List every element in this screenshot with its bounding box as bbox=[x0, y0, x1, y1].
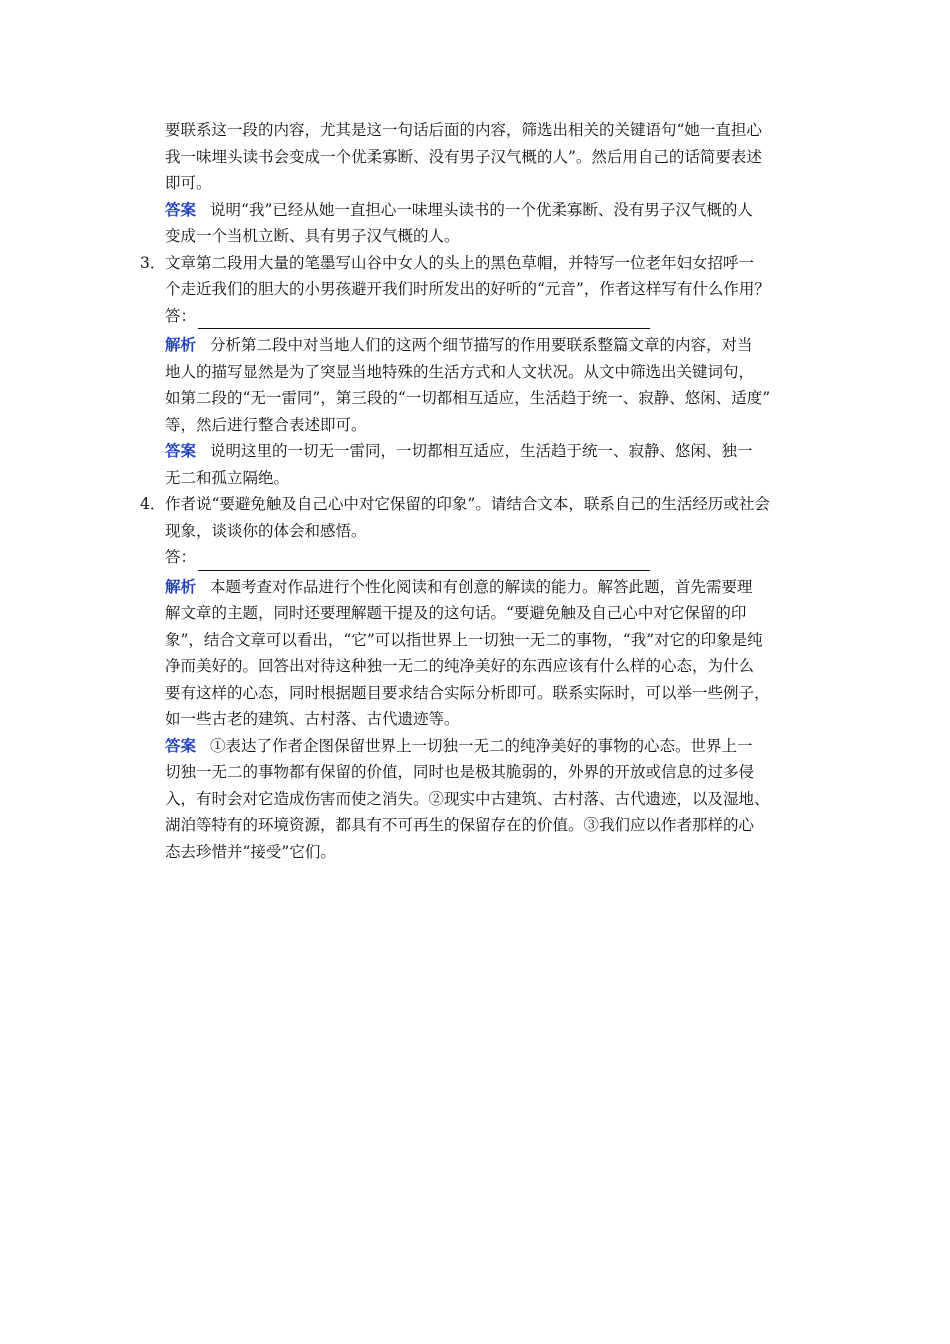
q3-analysis-line: 地人的描写显然是为了突显当地特殊的生活方式和人文状况。从文中筛选出关键词句， bbox=[165, 362, 755, 381]
analysis-tag: 解析 bbox=[165, 576, 197, 596]
q4-answer-line: ①表达了作者企图保留世界上一切独一无二的纯净美好的事物的心态。世界上一 bbox=[210, 736, 753, 755]
q4-analysis-line: 象”，结合文章可以看出，“它”可以指世界上一切独一无二的事物，“我”对它的印象是纯 bbox=[165, 630, 763, 649]
answer-prompt: 答： bbox=[165, 306, 197, 325]
document-page bbox=[140, 117, 820, 865]
q4-answer-line: 切独一无二的事物都有保留的价值，同时也是极其脆弱的，外界的开放或信息的过多侵 bbox=[165, 763, 755, 781]
q4-analysis-line: 如一些古老的建筑、古村落、古代遗迹等。 bbox=[165, 710, 460, 728]
q4-answer-line: 态去珍惜并“接受”它们。 bbox=[165, 842, 336, 861]
question-4 bbox=[140, 491, 820, 865]
q2-analysis-line: 我一味埋头读书会变成一个优柔寡断、没有男子汉气概的人”。然后用自己的话简要表述 bbox=[165, 147, 762, 166]
analysis-tag: 解析 bbox=[165, 335, 197, 354]
question-3 bbox=[140, 250, 820, 492]
q2-analysis bbox=[140, 117, 820, 197]
q3-answer-line: 说明这里的一切无一雷同，一切都相互适应，生活趋于统一、寂静、悠闲、独一 bbox=[210, 442, 753, 460]
q4-analysis-line: 净而美好的。回答出对待这种独一无二的纯净美好的东西应该有什么样的心态，为什么 bbox=[165, 657, 755, 675]
q4-answer-field[interactable] bbox=[140, 544, 820, 571]
q4-answer bbox=[140, 733, 820, 866]
q3-answer-line: 无二和孤立隔绝。 bbox=[165, 468, 290, 487]
q3-analysis-line: 分析第二段中对当地人们的这两个细节描写的作用要联系整篇文章的内容，对当 bbox=[210, 336, 753, 354]
q4-analysis bbox=[140, 574, 820, 733]
q3-analysis-line: 如第二段的“无一雷同”，第三段的“一切都相互适应，生活趋于统一、寂静、悠闲、适度” bbox=[165, 389, 771, 407]
q4-answer-line: 入，有时会对它造成伤害而使之消失。②现实中古建筑、古村落、古代遗迹，以及湿地、 bbox=[165, 789, 770, 808]
q3-question-line: 文章第二段用大量的笔墨写山谷中女人的头上的黑色草帽，并特写一位老年妇女招呼一 bbox=[165, 253, 755, 272]
q4-analysis-line: 要有这样的心态，同时根据题目要求结合实际分析即可。联系实际时，可以举一些例子， bbox=[165, 683, 770, 702]
q2-answer-line: 变成一个当机立断、具有男子汉气概的人。 bbox=[165, 227, 460, 245]
answer-tag: 答案 bbox=[165, 441, 197, 460]
q4-answer-line: 湖泊等特有的环境资源，都具有不可再生的保留存在的价值。③我们应以作者那样的心 bbox=[165, 816, 755, 834]
q3-analysis bbox=[140, 332, 820, 438]
answer-tag: 答案 bbox=[165, 735, 197, 755]
answer-tag: 答案 bbox=[165, 199, 197, 219]
q2-answer bbox=[140, 197, 820, 250]
answer-blank-line[interactable] bbox=[198, 309, 650, 329]
answer-prompt: 答： bbox=[165, 548, 197, 566]
q4-analysis-line: 本题考查对作品进行个性化阅读和有创意的解读的能力。解答此题，首先需要理 bbox=[210, 577, 753, 596]
question-number: 3． bbox=[140, 253, 166, 272]
q4-analysis-line: 解文章的主题，同时还要理解题干提及的这句话。“要避免触及自己心中对它保留的印 bbox=[165, 604, 747, 622]
q3-analysis-line: 等，然后进行整合表述即可。 bbox=[165, 415, 367, 434]
question-number: 4． bbox=[140, 495, 166, 513]
q4-question-line: 现象，谈谈你的体会和感悟。 bbox=[165, 521, 367, 540]
q2-analysis-line: 即可。 bbox=[165, 174, 212, 192]
q2-analysis-line: 要联系这一段的内容，尤其是这一句话后面的内容，筛选出相关的关键语句“她一直担心 bbox=[165, 121, 762, 139]
answer-blank-line[interactable] bbox=[198, 551, 650, 571]
q3-answer bbox=[140, 438, 820, 491]
q3-question-line: 个走近我们的胆大的小男孩避开我们时所发出的好听的“元音”，作者这样写有什么作用？ bbox=[165, 280, 770, 298]
q3-answer-field[interactable] bbox=[140, 303, 820, 330]
q4-question-line: 作者说“要避免触及自己心中对它保留的印象”。请结合文本，联系自己的生活经历或社会 bbox=[165, 495, 770, 513]
q2-answer-line: 说明“我”已经从她一直担心一味埋头读书的一个优柔寡断、没有男子汉气概的人 bbox=[210, 200, 753, 219]
